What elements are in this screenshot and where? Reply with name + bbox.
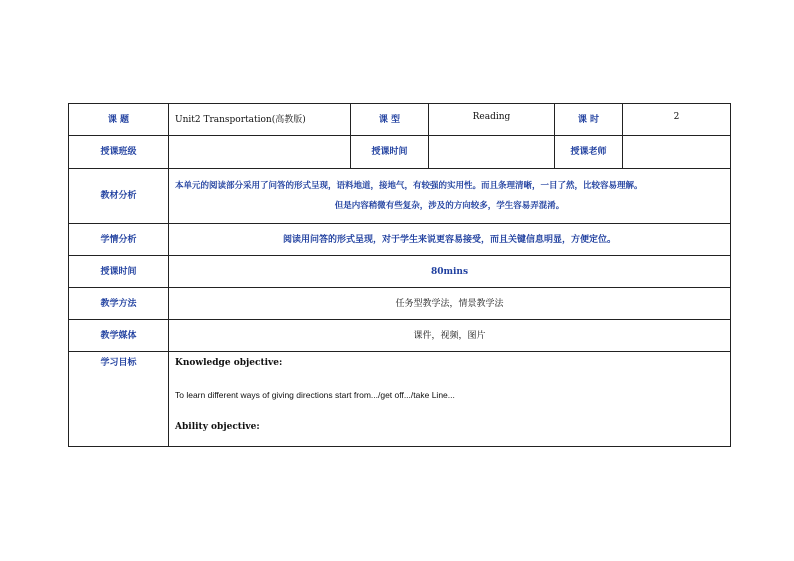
class-hours-value: 2 <box>623 104 731 136</box>
knowledge-objective-title: Knowledge objective: <box>175 358 283 368</box>
material-analysis-line-1: 本单元的阅读部分采用了问答的形式呈现，语料地道，接地气，有较强的实用性。而且条理清晰，一目了然，比较容易理解。 <box>175 181 643 191</box>
lesson-plan-table <box>68 103 731 447</box>
lesson-type-label: 课 型 <box>351 104 429 136</box>
table-row-duration <box>69 256 731 288</box>
material-analysis-cell <box>169 169 731 224</box>
student-analysis-text: 阅读用问答的形式呈现，对于学生来说更容易接受，而且关键信息明显，方便定位。 <box>169 224 731 256</box>
teaching-time-label: 授课时间 <box>351 136 429 169</box>
table-row-students <box>69 224 731 256</box>
material-analysis-line-2: 但是内容稍微有些复杂，涉及的方向较多，学生容易弄混淆。 <box>334 201 565 211</box>
teaching-method-label: 教学方法 <box>69 288 169 320</box>
learning-objectives-cell <box>169 352 731 447</box>
duration-text: 80mins <box>169 256 731 288</box>
teaching-media-label: 教学媒体 <box>69 320 169 352</box>
lesson-type-value: Reading <box>429 104 555 136</box>
class-label: 授课班级 <box>69 136 169 169</box>
teaching-time-value <box>429 136 555 169</box>
ability-objective-title: Ability objective: <box>175 422 260 432</box>
topic-value: Unit2 Transportation(高教版) <box>169 104 351 136</box>
table-row-method <box>69 288 731 320</box>
teacher-label: 授课老师 <box>555 136 623 169</box>
teacher-value <box>623 136 731 169</box>
table-row-objectives <box>69 352 731 447</box>
material-analysis-label: 教材分析 <box>69 169 169 224</box>
teaching-media-text: 课件，视频，图片 <box>169 320 731 352</box>
learning-objectives-label: 学习目标 <box>69 352 169 447</box>
class-hours-label: 课 时 <box>555 104 623 136</box>
table-row-material <box>69 169 731 224</box>
knowledge-objective-text: To learn different ways of giving directions start from.../get off.../take Line... <box>175 390 455 400</box>
table-row-class <box>69 136 731 169</box>
duration-label: 授课时间 <box>69 256 169 288</box>
table-row-media <box>69 320 731 352</box>
topic-label: 课 题 <box>69 104 169 136</box>
student-analysis-label: 学情分析 <box>69 224 169 256</box>
class-value <box>169 136 351 169</box>
table-row-topic <box>69 104 731 136</box>
teaching-method-text: 任务型教学法，情景教学法 <box>169 288 731 320</box>
